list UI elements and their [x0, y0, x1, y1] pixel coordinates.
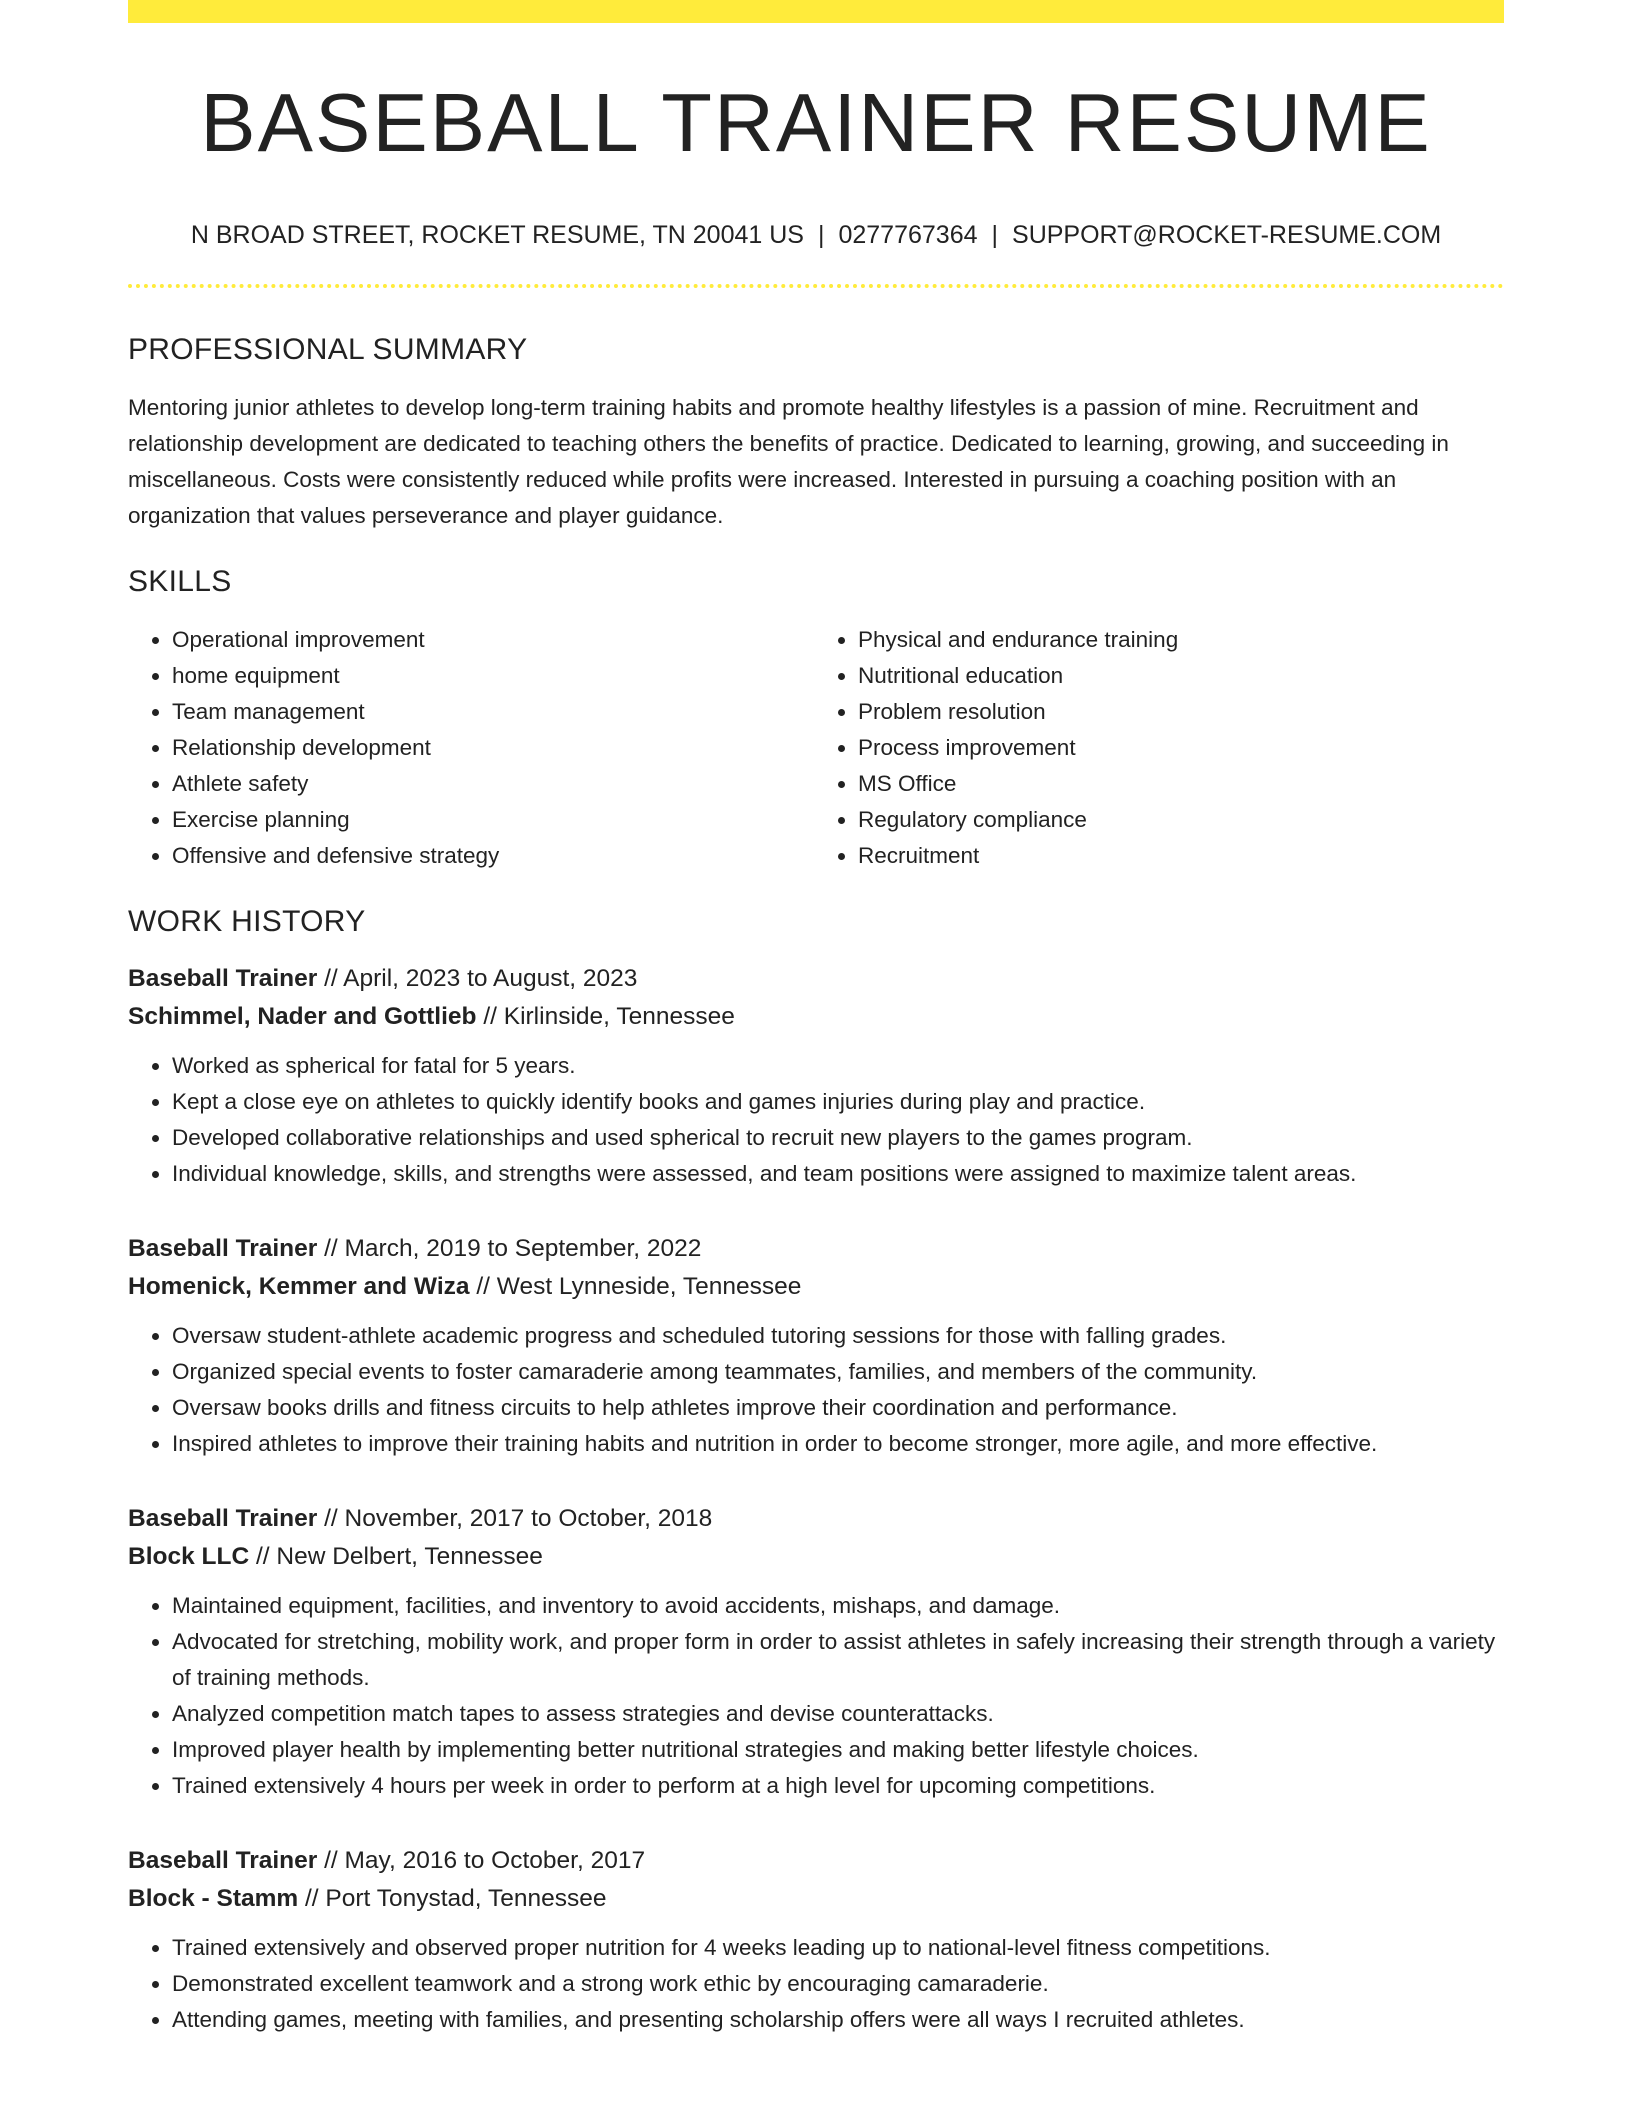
skill-item: • MS Office — [858, 766, 1492, 802]
skill-item: • Nutritional education — [858, 658, 1492, 694]
summary-heading: PROFESSIONAL SUMMARY — [128, 333, 528, 366]
job-bullet: • Developed collaborative relationships and used spherical to recruit new players to the games program. — [172, 1120, 1504, 1156]
job-title: Baseball Trainer — [128, 1235, 318, 1262]
skills-columns — [128, 622, 1504, 874]
summary-text: Mentoring junior athletes to develop long-term training habits and promote healthy lifestyles is a passion of mine. Recruitment and relationship development are dedicated to teaching others the benefits of practice. Dedicated to learning, growing, and succeeding in miscellaneous. Costs were consistently reduced while profits were increased. Interested in pursuing a coaching position with an organization that values perseverance and player guidance. — [128, 395, 1449, 528]
top-accent-bar — [128, 0, 1504, 23]
job-title-line — [128, 1500, 1504, 1538]
job-bullets — [128, 1318, 1504, 1462]
job-company: Block LLC — [128, 1543, 250, 1570]
job-entry — [128, 960, 1504, 1192]
job-bullet: • Worked as spherical for fatal for 5 years. — [172, 1048, 1504, 1084]
resume-page — [128, 0, 1504, 2038]
job-company-line — [128, 1538, 1504, 1576]
work-history-heading: WORK HISTORY — [128, 905, 366, 938]
job-location: // Port Tonystad, Tennessee — [298, 1885, 607, 1912]
job-title-line — [128, 960, 1504, 998]
skill-item: • Process improvement — [858, 730, 1492, 766]
skill-item: • Offensive and defensive strategy — [172, 838, 806, 874]
job-dates: // April, 2023 to August, 2023 — [317, 965, 638, 992]
skill-item: • Recruitment — [858, 838, 1492, 874]
job-bullets — [128, 1588, 1504, 1804]
job-entry — [128, 1230, 1504, 1462]
job-company-line — [128, 1880, 1504, 1918]
skill-item: • Relationship development — [172, 730, 806, 766]
skill-item: • Physical and endurance training — [858, 622, 1492, 658]
skills-heading: SKILLS — [128, 565, 232, 598]
contact-info — [128, 220, 1504, 250]
job-bullet: • Advocated for stretching, mobility work, and proper form in order to assist athletes in safely increasing their strength through a variety of training methods. — [172, 1624, 1504, 1696]
skill-item: • Regulatory compliance — [858, 802, 1492, 838]
skill-item: • Problem resolution — [858, 694, 1492, 730]
job-bullet: • Demonstrated excellent teamwork and a strong work ethic by encouraging camaraderie. — [172, 1966, 1504, 2002]
contact-address: N BROAD STREET, ROCKET RESUME, TN 20041 US — [190, 221, 804, 249]
job-bullet: • Kept a close eye on athletes to quickly identify books and games injuries during play and practice. — [172, 1084, 1504, 1120]
job-bullet: • Trained extensively 4 hours per week in order to perform at a high level for upcoming competitions. — [172, 1768, 1504, 1804]
job-bullet: • Oversaw books drills and fitness circuits to help athletes improve their coordination and performance. — [172, 1390, 1504, 1426]
job-bullet: • Maintained equipment, facilities, and inventory to avoid accidents, mishaps, and damage. — [172, 1588, 1504, 1624]
header-divider — [128, 284, 1504, 288]
job-bullets — [128, 1048, 1504, 1192]
contact-email: SUPPORT@ROCKET-RESUME.COM — [1012, 221, 1442, 249]
resume-title: BASEBALL TRAINER RESUME — [200, 76, 1432, 169]
skill-item: • Team management — [172, 694, 806, 730]
skills-list-left — [128, 622, 806, 874]
job-title: Baseball Trainer — [128, 1505, 318, 1532]
job-entry — [128, 1500, 1504, 1804]
skills-list-right — [806, 622, 1492, 874]
job-location: // West Lynneside, Tennessee — [469, 1273, 802, 1300]
job-bullet: • Analyzed competition match tapes to assess strategies and devise counterattacks. — [172, 1696, 1504, 1732]
job-company-line — [128, 998, 1504, 1036]
job-bullet: • Organized special events to foster camaraderie among teammates, families, and members of the community. — [172, 1354, 1504, 1390]
job-bullet: • Trained extensively and observed proper nutrition for 4 weeks leading up to national-level fitness competitions. — [172, 1930, 1504, 1966]
contact-separator: | — [991, 221, 999, 249]
job-dates: // May, 2016 to October, 2017 — [317, 1847, 646, 1874]
job-location: // Kirlinside, Tennessee — [476, 1003, 735, 1030]
job-company: Schimmel, Nader and Gottlieb — [128, 1003, 477, 1030]
skill-item: • Operational improvement — [172, 622, 806, 658]
contact-separator: | — [817, 221, 825, 249]
job-company-line — [128, 1268, 1504, 1306]
job-entry — [128, 1842, 1504, 2038]
job-title-line — [128, 1842, 1504, 1880]
job-title: Baseball Trainer — [128, 1847, 318, 1874]
job-location: // New Delbert, Tennessee — [249, 1543, 543, 1570]
job-title: Baseball Trainer — [128, 965, 318, 992]
job-company: Homenick, Kemmer and Wiza — [128, 1273, 470, 1300]
job-bullet: • Oversaw student-athlete academic progress and scheduled tutoring sessions for those with falling grades. — [172, 1318, 1504, 1354]
job-bullet: • Inspired athletes to improve their training habits and nutrition in order to become stronger, more agile, and more effective. — [172, 1426, 1504, 1462]
contact-phone: 0277767364 — [838, 221, 978, 249]
skill-item: • Athlete safety — [172, 766, 806, 802]
job-bullet: • Attending games, meeting with families, and presenting scholarship offers were all ways I recruited athletes. — [172, 2002, 1504, 2038]
job-dates: // March, 2019 to September, 2022 — [317, 1235, 702, 1262]
skill-item: • home equipment — [172, 658, 806, 694]
job-company: Block - Stamm — [128, 1885, 299, 1912]
job-bullets — [128, 1930, 1504, 2038]
job-title-line — [128, 1230, 1504, 1268]
job-bullet: • Individual knowledge, skills, and strengths were assessed, and team positions were assigned to maximize talent areas. — [172, 1156, 1504, 1192]
skill-item: • Exercise planning — [172, 802, 806, 838]
job-bullet: • Improved player health by implementing better nutritional strategies and making better lifestyle choices. — [172, 1732, 1504, 1768]
job-dates: // November, 2017 to October, 2018 — [317, 1505, 713, 1532]
